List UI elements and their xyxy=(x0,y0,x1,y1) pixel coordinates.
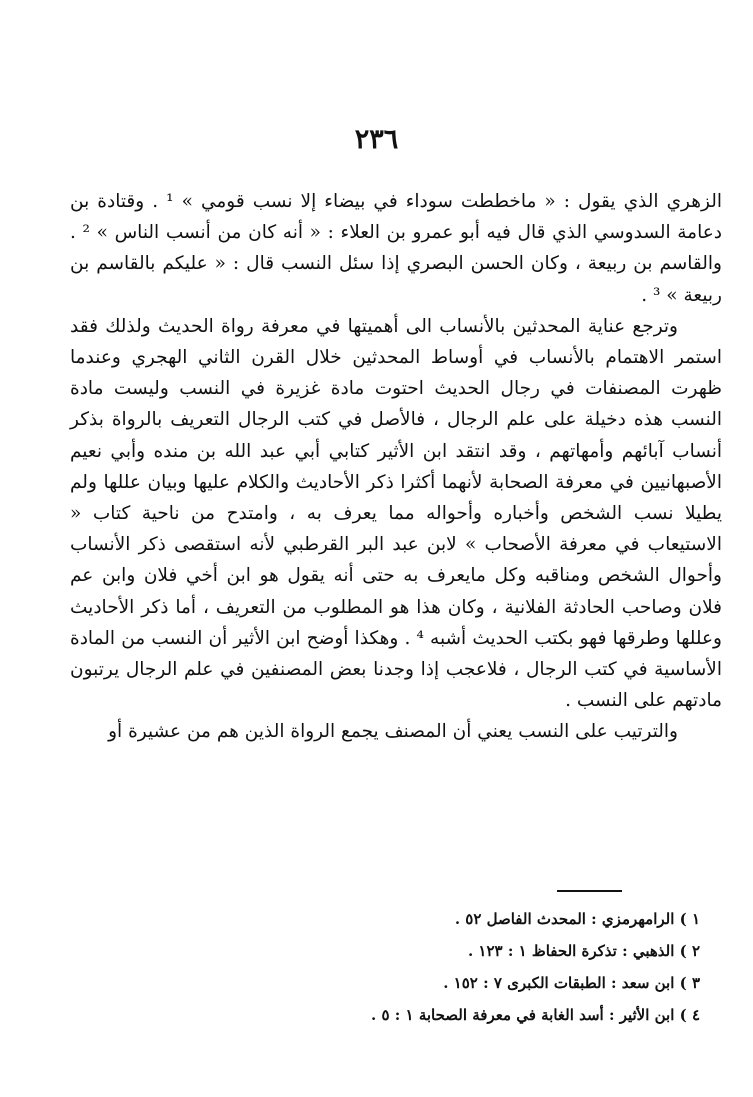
body-text xyxy=(70,186,722,748)
paragraph-2: وترجع عناية المحدثين بالأنساب الى أهميتها في معرفة رواة الحديث ولذلك فقد استمر الاهتمام بالأنساب في أوساط المحدثين خلال القرن الثاني الهجري وعندما ظهرت المصنفات في رجال الحديث احتوت مادة غزيرة في النسب وليست مادة النسب هذه دخيلة على علم الرجال ، فالأصل في كتب الرجال التعريف بالرواة بذكر أنساب آبائهم وأمهاتهم ، وقد انتقد ابن الأثير كتابي أبي عبد الله بن منده وأبي نعيم الأصبهانيين في معرفة الصحابة لأنهما أكثرا ذكر الأحاديث والكلام عليها وبيان عللها ولم يطيلا نسب الشخص وأخباره وأحواله مما يعرف به ، وامتدح من ناحية كتاب « الاستيعاب في معرفة الأصحاب » لابن عبد البر القرطبي لأنه استقصى ذكر الأنساب وأحوال الشخص ومناقبه وكل مايعرف به حتى أنه يقول هو ابن أخي فلان وابن عم فلان وصاحب الحادثة الفلانية ، وكان هذا هو المطلوب من التعريف ، أما ذكر الأحاديث وعللها وطرقها فهو بكتب الحديث أشبه ⁴ . وهكذا أوضح ابن الأثير أن النسب من المادة الأساسية في كتب الرجال ، فلاعجب إذا وجدنا بعض المصنفين في علم الرجال يرتبون مادتهم على النسب . xyxy=(70,315,722,712)
paragraph-3: والترتيب على النسب يعني أن المصنف يجمع الرواة الذين هم من عشيرة أو xyxy=(108,721,678,743)
footnote-4: ٤ ) ابن الأثير : أسد الغابة في معرفة الصحابة ١ : ٥ . xyxy=(371,1006,700,1024)
footnote-3: ٣ ) ابن سعد : الطبقات الكبرى ٧ : ١٥٢ . xyxy=(443,974,700,992)
footnote-1: ١ ) الرامهرمزي : المحدث الفاصل ٥٢ . xyxy=(454,910,700,928)
paragraph-1: الزهري الذي يقول : « ماخططت سوداء في بيضاء إلا نسب قومي » ¹ . وقتادة بن دعامة السدوسي الذي قال فيه أبو عمرو بن العلاء : « أنه كان من أنسب الناس » ² . والقاسم بن ربيعة ، وكان الحسن البصري إذا سئل النسب قال : « عليكم بالقاسم بن ربيعة » ³ . xyxy=(70,191,722,306)
footnotes xyxy=(240,903,700,1031)
footnote-separator xyxy=(557,890,622,892)
footnote-2: ٢ ) الذهبي : تذكرة الحفاظ ١ : ١٢٣ . xyxy=(467,942,700,960)
page-number: ٢٣٦ xyxy=(354,124,399,155)
